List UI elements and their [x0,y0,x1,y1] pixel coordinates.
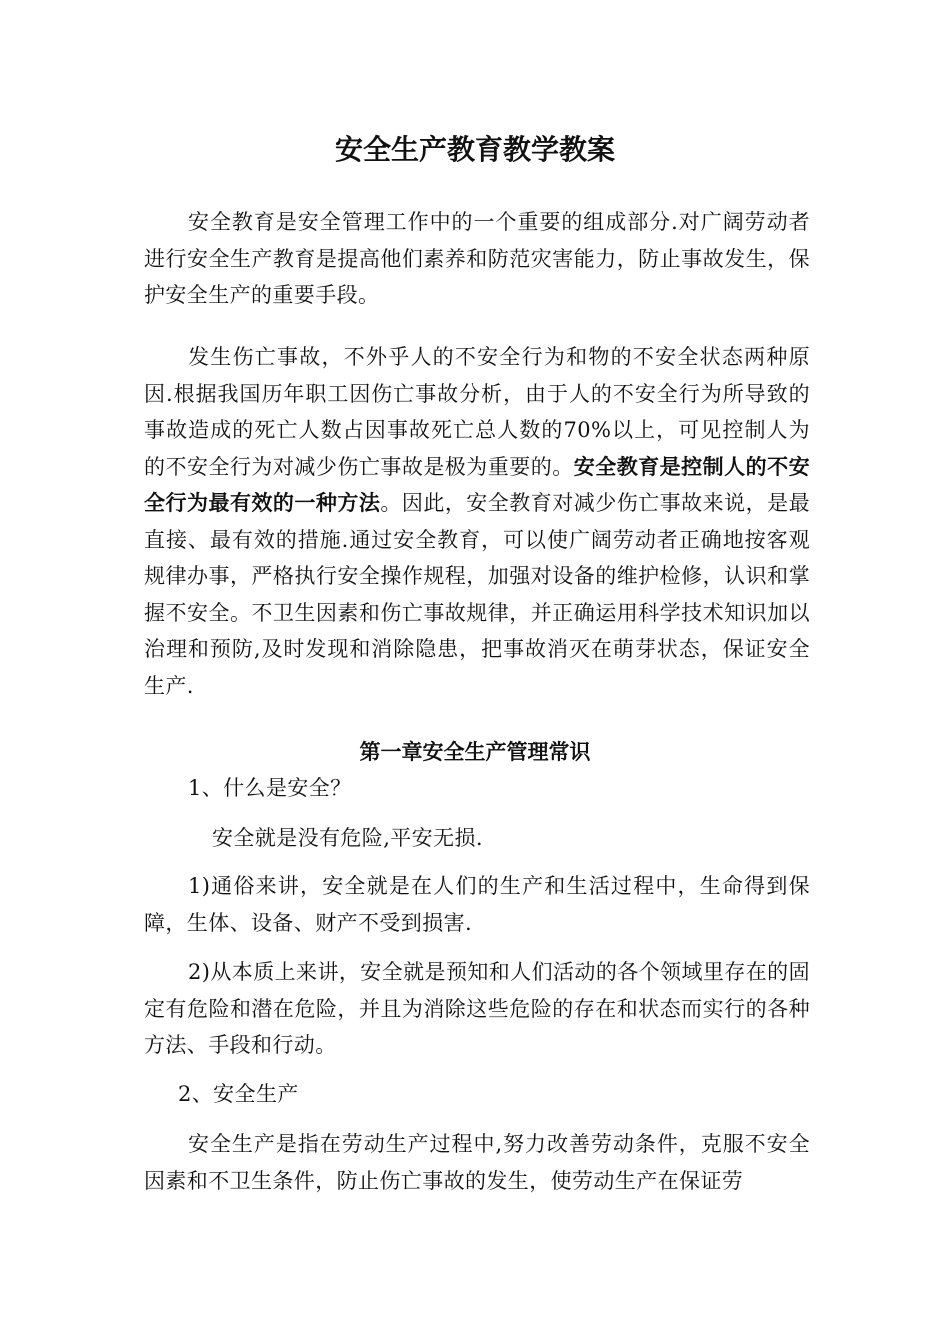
document-title: 安全生产教育教学教案 [334,133,615,166]
question-1: 1、什么是安全？ [188,776,352,800]
intro-paragraph: 安全教育是安全管理工作中的一个重要的组成部分.对广阔劳动者进行安全生产教育是提高他们素养和防范灾害能力，防止事故发生，保护安全生产的重要手段。 [144,210,810,307]
question-2-answer: 安全生产是指在劳动生产过程中,努力改善劳动条件，克服不安全因素和不卫生条件，防止伤亡事故的发生，使劳动生产在保证劳 [144,1132,810,1193]
chapter-heading: 第一章安全生产管理常识 [359,740,591,764]
accident-paragraph-text-1: 发生伤亡事故，不外乎人的不安全行为和物的不安全状态两种原因.根据我国历年职工因伤亡事故分析，由于人的不安全行为所导致的事故造成的死亡人数占因事故死亡总人数的70%以上，可见控制人为的不安全行为对减少伤亡事故是极为重要的。 [144,345,810,479]
question-1-answer: 安全就是没有危险,平安无损. [212,826,483,850]
question-2: 2、安全生产 [178,1082,299,1106]
accident-paragraph [144,339,810,704]
point-2-paragraph: 2)从本质上来讲，安全就是预知和人们活动的各个领域里存在的固定有危险和潜在危险，并且为消除这些危险的存在和状态而实行的各种方法、手段和行动。 [144,960,810,1057]
accident-paragraph-emphasis: 安全教育是控制人的不安全行为最有效的一种方法 [144,454,810,515]
accident-paragraph-text-2: 。因此，安全教育对减少伤亡事故来说，是最直接、最有效的措施.通过安全教育，可以使广阔劳动者正确地按客观规律办事，严格执行安全操作规程，加强对设备的维护检修，认识和掌握不安全。不卫生因素和伤亡事故规律，并正确运用科学技术知识加以治理和预防,及时发现和消除隐患，把事故消灭在萌芽状态，保证安全生产. [144,491,811,698]
point-1-paragraph: 1)通俗来讲，安全就是在人们的生产和生活过程中，生命得到保障，生体、设备、财产不受到损害. [144,874,810,935]
